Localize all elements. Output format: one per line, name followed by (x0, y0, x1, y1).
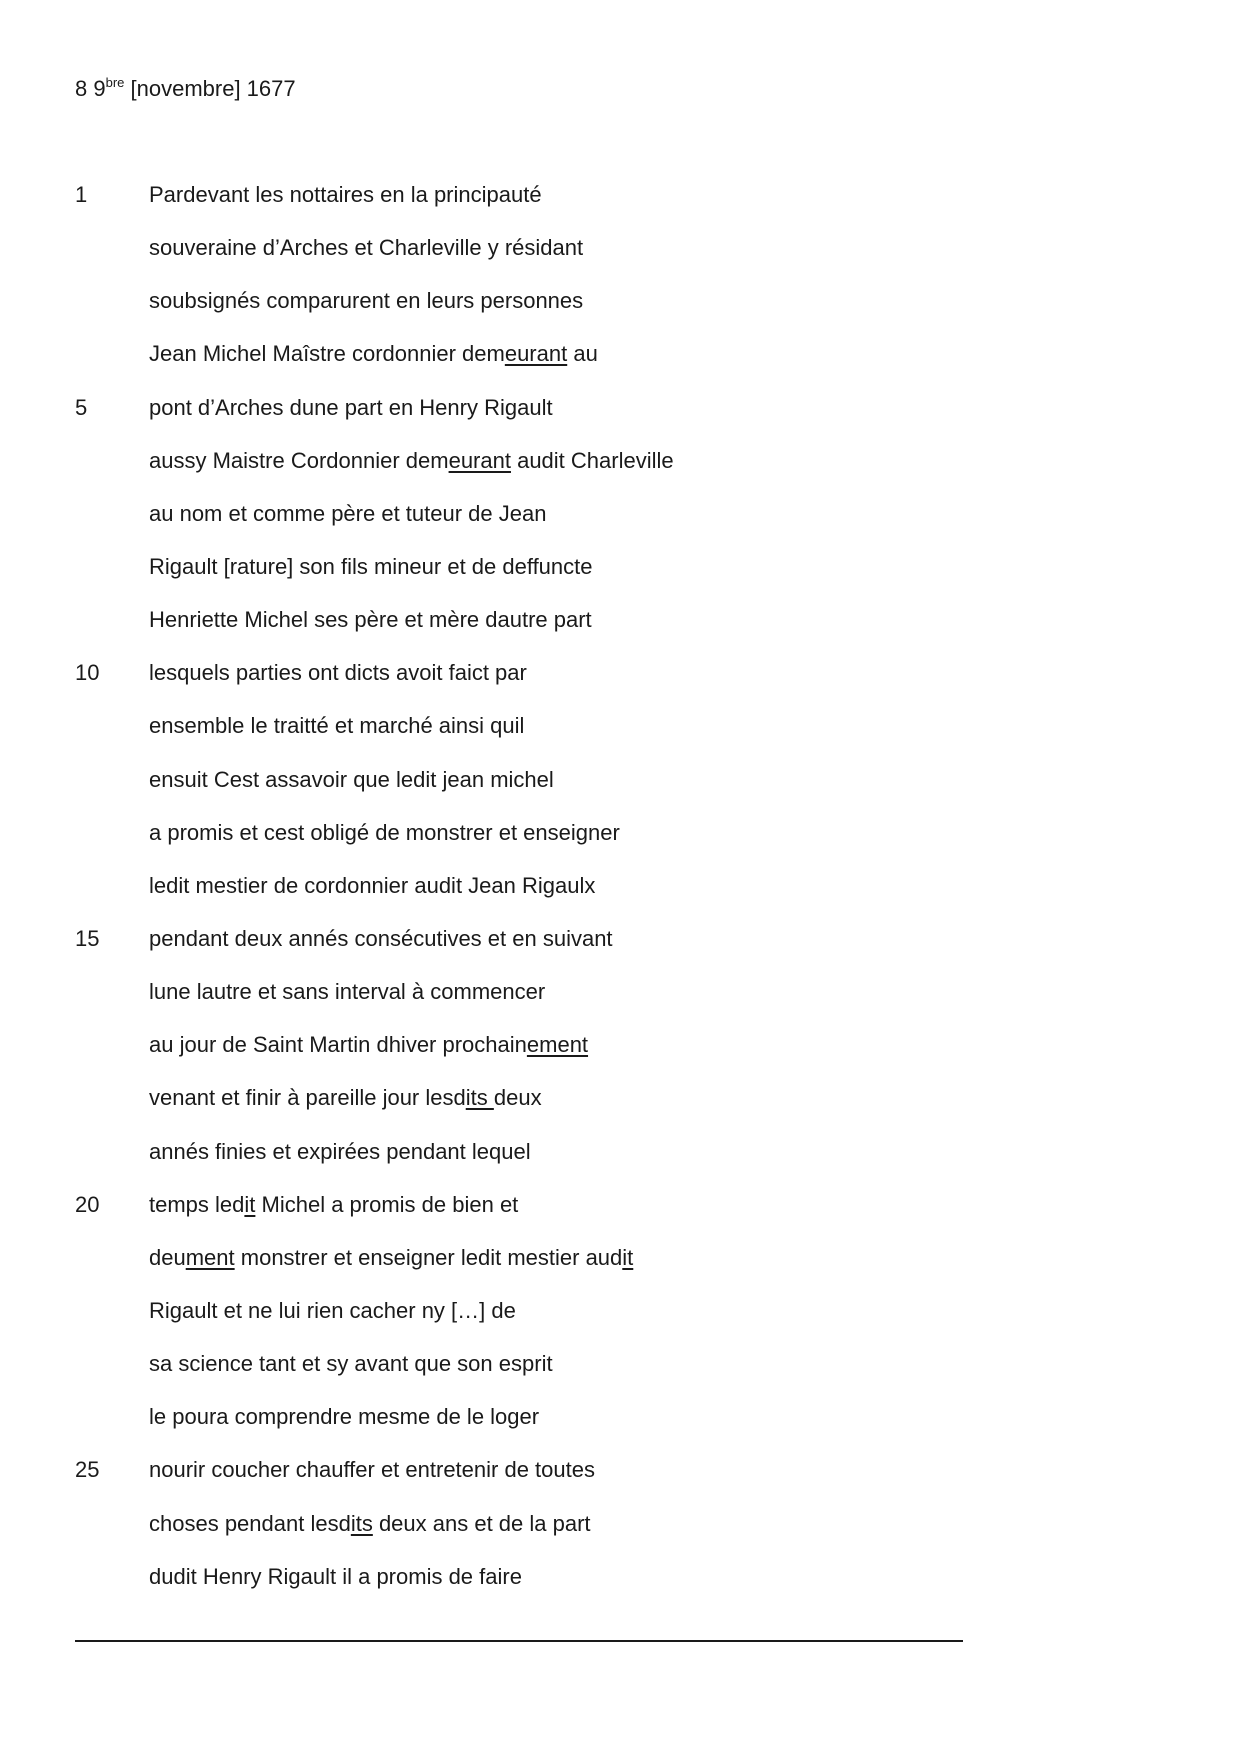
transcription-line (0, 446, 1239, 499)
transcription-line (0, 1402, 1239, 1455)
line-text (149, 446, 674, 476)
underlined-abbreviation: its (465, 1085, 494, 1111)
transcription-line (0, 871, 1239, 924)
line-text (149, 1030, 588, 1060)
transcription-line (0, 180, 1239, 233)
text-segment: venant et finir à pareille jour lesd (149, 1085, 466, 1111)
line-text (149, 1296, 516, 1326)
line-number: 25 (75, 1457, 100, 1483)
text-segment: pendant deux annés consécutives et en suivant (149, 925, 613, 951)
line-text (149, 765, 554, 795)
transcription-line (0, 818, 1239, 871)
line-text (149, 605, 592, 635)
transcription-line (0, 233, 1239, 286)
text-segment: Pardevant les nottaires en la principauté (149, 182, 542, 207)
line-text (149, 924, 613, 954)
text-segment: ledit mestier de cordonnier audit Jean Rigaulx (149, 872, 596, 898)
line-text (149, 1349, 553, 1379)
transcription-line (0, 552, 1239, 605)
document-date (75, 74, 296, 104)
text-segment: souveraine d’Arches et Charleville y résidant (149, 235, 584, 261)
date-day-month: 8 9 (75, 76, 106, 101)
underlined-abbreviation: ment (185, 1244, 235, 1270)
transcription-line (0, 977, 1239, 1030)
transcription-line (0, 1562, 1239, 1615)
text-segment: annés finies et expirées pendant lequel (149, 1138, 531, 1164)
line-text (149, 818, 620, 848)
transcription-line (0, 393, 1239, 446)
transcription-line (0, 658, 1239, 711)
text-segment: au jour de Saint Martin dhiver prochain (149, 1032, 527, 1058)
text-segment: monstrer et enseigner ledit mestier aud (234, 1244, 623, 1270)
text-segment: soubsignés comparurent en leurs personnes (149, 288, 584, 314)
line-number: 5 (75, 394, 88, 420)
text-segment: ensemble le traitté et marché ainsi quil (149, 713, 525, 739)
underlined-abbreviation: it (622, 1244, 634, 1270)
date-rest: [novembre] 1677 (124, 76, 296, 101)
line-text (149, 1137, 531, 1167)
line-text (149, 233, 583, 263)
transcription-line (0, 1243, 1239, 1296)
text-segment: lune lautre et sans interval à commencer (149, 979, 546, 1005)
line-text (149, 180, 542, 210)
text-segment: deu (149, 1244, 186, 1270)
transcription-line (0, 286, 1239, 339)
underlined-abbreviation: eurant (504, 341, 568, 367)
date-superscript: bre (105, 75, 125, 90)
line-number: 15 (75, 925, 100, 951)
line-text (149, 1562, 522, 1592)
line-text (149, 711, 524, 741)
transcription-line (0, 924, 1239, 977)
line-text (149, 1509, 591, 1539)
line-number: 1 (75, 182, 88, 207)
underlined-abbreviation: eurant (448, 447, 511, 473)
footer-rule (75, 1640, 963, 1642)
line-text (149, 393, 553, 423)
transcription-lines (0, 180, 1239, 1615)
underlined-abbreviation: it (244, 1191, 256, 1217)
text-segment: ensuit Cest assavoir que ledit jean michel (149, 766, 554, 792)
text-segment: temps led (149, 1191, 245, 1217)
text-segment: choses pendant lesd (149, 1510, 351, 1536)
text-segment: pont d’Arches dune part en Henry Rigault (149, 394, 553, 420)
line-text (149, 499, 546, 529)
line-text (149, 1083, 542, 1113)
text-segment: au nom et comme père et tuteur de Jean (149, 500, 547, 526)
transcription-line (0, 1137, 1239, 1190)
line-text (149, 286, 583, 316)
text-segment: aussy Maistre Cordonnier dem (149, 447, 449, 473)
transcription-line (0, 1296, 1239, 1349)
text-segment: deux (493, 1085, 542, 1111)
transcription-line (0, 1030, 1239, 1083)
transcription-line (0, 1083, 1239, 1136)
text-segment: Michel a promis de bien et (255, 1191, 519, 1217)
line-number: 20 (75, 1191, 100, 1217)
text-segment: Jean Michel Maîstre cordonnier dem (149, 341, 505, 367)
text-segment: Rigault et ne lui rien cacher ny […] de (149, 1297, 516, 1323)
line-text (149, 977, 545, 1007)
text-segment: lesquels parties ont dicts avoit faict par (149, 660, 527, 686)
line-number: 10 (75, 660, 100, 686)
text-segment: deux ans et de la part (372, 1510, 591, 1536)
line-text (149, 1190, 518, 1220)
transcription-line (0, 339, 1239, 392)
underlined-abbreviation: ement (526, 1032, 589, 1058)
line-text (149, 339, 598, 369)
line-text (149, 552, 593, 582)
line-text (149, 1243, 633, 1273)
transcription-line (0, 1190, 1239, 1243)
transcription-line (0, 765, 1239, 818)
line-text (149, 871, 595, 901)
line-text (149, 1455, 595, 1485)
text-segment: le poura comprendre mesme de le loger (149, 1404, 540, 1430)
transcription-line (0, 605, 1239, 658)
text-segment: audit Charleville (510, 447, 674, 473)
text-segment: sa science tant et sy avant que son esprit (149, 1351, 553, 1377)
transcription-line (0, 1509, 1239, 1562)
text-segment: Rigault [rature] son fils mineur et de deffuncte (149, 553, 593, 579)
text-segment: dudit Henry Rigault il a promis de faire (149, 1563, 522, 1589)
text-segment: nourir coucher chauffer et entretenir de toutes (149, 1457, 595, 1483)
text-segment: a promis et cest obligé de monstrer et enseigner (149, 819, 620, 845)
text-segment: au (567, 341, 598, 367)
transcription-line (0, 499, 1239, 552)
line-text (149, 658, 527, 688)
text-segment: Henriette Michel ses père et mère dautre part (149, 607, 592, 633)
line-text (149, 1402, 539, 1432)
transcription-line (0, 711, 1239, 764)
transcription-line (0, 1455, 1239, 1508)
underlined-abbreviation: its (350, 1510, 373, 1536)
transcription-line (0, 1349, 1239, 1402)
